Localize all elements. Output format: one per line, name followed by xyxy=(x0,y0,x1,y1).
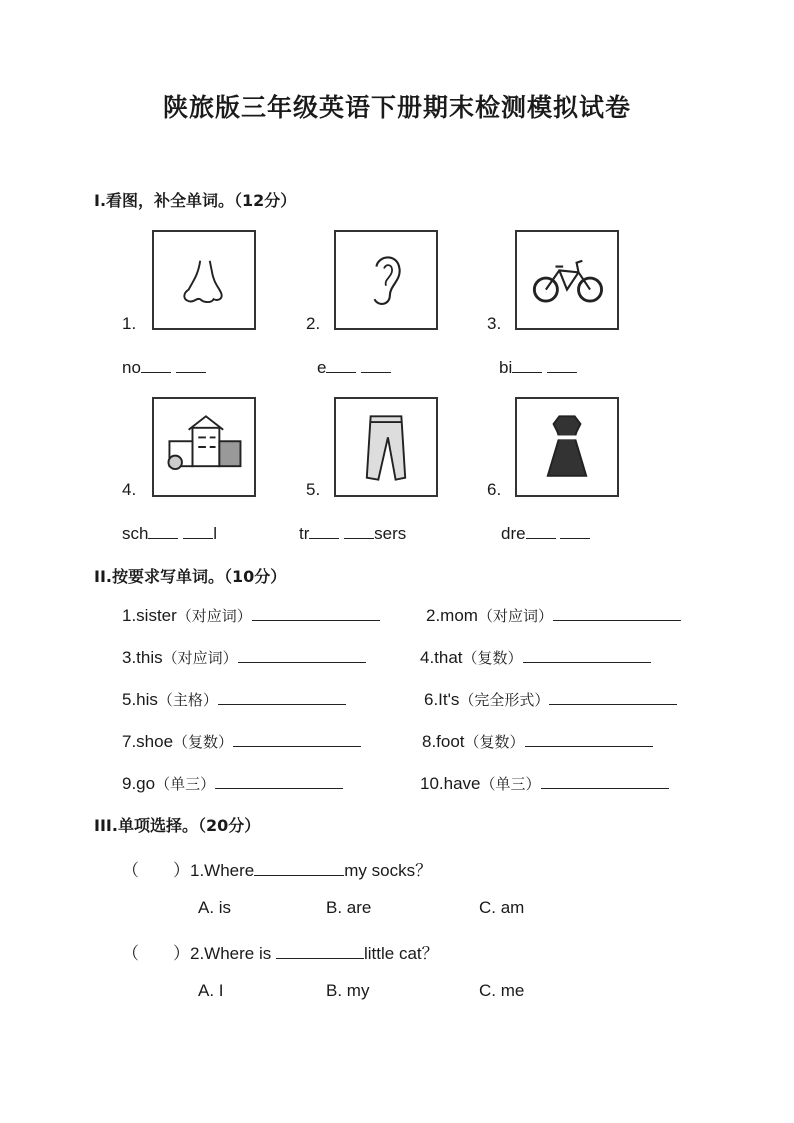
page-title: 陕旅版三年级英语下册期末检测模拟试卷 xyxy=(162,93,631,122)
trousers-picture xyxy=(334,397,438,497)
task-note: （对应词） xyxy=(477,607,553,625)
question-text: 1.Where xyxy=(190,861,255,880)
option-b[interactable]: B. are xyxy=(326,898,372,917)
word-blank-school[interactable] xyxy=(122,523,217,544)
question-text: my socks？ xyxy=(344,861,433,880)
word-suffix: sers xyxy=(374,524,407,543)
word-suffix: l xyxy=(213,524,217,543)
option-c[interactable]: C. am xyxy=(479,898,525,917)
option-a[interactable]: A. is xyxy=(198,898,232,917)
task-note: （对应词） xyxy=(162,649,238,667)
dress-icon xyxy=(517,399,617,495)
section-1-heading: I.看图，补全单词。（12分） xyxy=(94,191,297,210)
task-word: 4.that xyxy=(420,648,463,667)
ear-picture xyxy=(334,230,438,330)
section-2-heading: II.按要求写单词。（10分） xyxy=(94,567,287,586)
word-prefix: sch xyxy=(122,524,149,543)
school-icon xyxy=(154,399,254,495)
word-prefix: tr xyxy=(299,524,310,543)
item-number: 6. xyxy=(487,480,502,499)
task-word: 2.mom xyxy=(426,606,478,625)
item-number: 3. xyxy=(487,314,502,333)
ear-icon xyxy=(336,232,436,328)
bike-icon xyxy=(517,232,617,328)
option-c[interactable]: C. me xyxy=(479,981,525,1000)
bike-picture xyxy=(515,230,619,330)
dress-picture xyxy=(515,397,619,497)
option-b[interactable]: B. my xyxy=(326,981,370,1000)
word-task[interactable] xyxy=(122,689,346,710)
word-task[interactable] xyxy=(420,647,651,668)
word-task[interactable] xyxy=(424,689,677,710)
word-prefix: dre xyxy=(501,524,526,543)
item-number: 2. xyxy=(306,314,321,333)
task-note: （单三） xyxy=(480,775,541,793)
item-number: 1. xyxy=(122,314,137,333)
word-task[interactable] xyxy=(426,605,681,626)
word-blank-bike[interactable] xyxy=(499,357,577,378)
task-word: 7.shoe xyxy=(122,732,174,751)
word-prefix: e xyxy=(317,358,327,377)
section-3-heading: III.单项选择。（20分） xyxy=(94,816,261,835)
question-1 xyxy=(122,856,432,881)
question-text: little cat？ xyxy=(363,944,439,963)
task-word: 9.go xyxy=(122,774,156,793)
trousers-icon xyxy=(336,399,436,495)
answer-bracket[interactable]: （ ） xyxy=(122,861,190,880)
task-word: 8.foot xyxy=(422,732,465,751)
task-word: 1.sister xyxy=(122,606,177,625)
answer-blank[interactable] xyxy=(254,860,344,876)
word-blank-nose[interactable] xyxy=(122,357,206,378)
word-blank-dress[interactable] xyxy=(501,523,590,544)
word-task[interactable] xyxy=(122,647,366,668)
question-text: 2.Where is xyxy=(190,944,276,963)
nose-picture xyxy=(152,230,256,330)
task-note: （完全形式） xyxy=(459,691,550,709)
task-note: （主格） xyxy=(157,691,218,709)
task-note: （复数） xyxy=(173,733,234,751)
word-blank-ear[interactable] xyxy=(317,357,391,378)
task-word: 10.have xyxy=(420,774,481,793)
word-blank-trousers[interactable] xyxy=(299,523,406,544)
word-prefix: no xyxy=(122,358,141,377)
task-word: 3.this xyxy=(122,648,163,667)
question-2 xyxy=(122,939,439,964)
answer-bracket[interactable]: （ ） xyxy=(122,944,190,963)
task-word: 6.It's xyxy=(424,690,460,709)
task-note: （单三） xyxy=(155,775,216,793)
task-note: （复数） xyxy=(462,649,523,667)
school-picture xyxy=(152,397,256,497)
word-task[interactable] xyxy=(122,731,361,752)
word-task[interactable] xyxy=(122,605,380,626)
word-task[interactable] xyxy=(422,731,653,752)
task-note: （对应词） xyxy=(176,607,252,625)
task-word: 5.his xyxy=(122,690,158,709)
word-prefix: bi xyxy=(499,358,513,377)
answer-blank[interactable] xyxy=(276,943,364,959)
item-number: 5. xyxy=(306,480,321,499)
word-task[interactable] xyxy=(122,773,343,794)
option-a[interactable]: A. I xyxy=(198,981,224,1000)
word-task[interactable] xyxy=(420,773,669,794)
item-number: 4. xyxy=(122,480,137,499)
task-note: （复数） xyxy=(464,733,525,751)
nose-icon xyxy=(154,232,254,328)
